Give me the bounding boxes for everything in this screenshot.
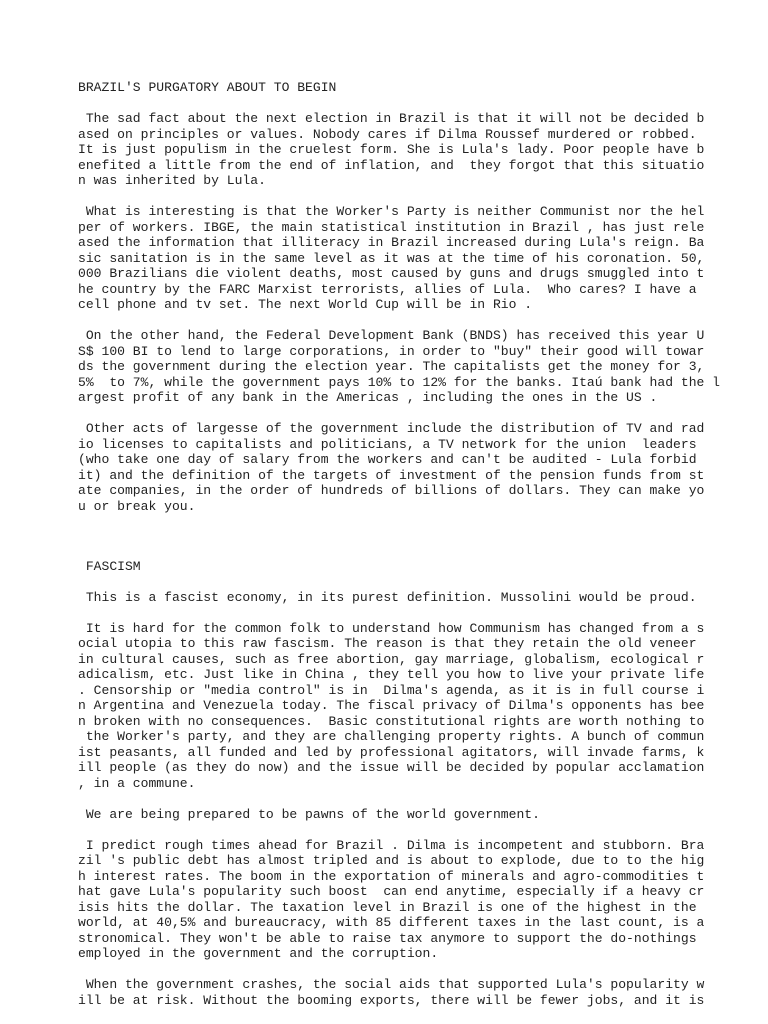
text-line: ased on principles or values. Nobody cares if Dilma Roussef murdered or robbed.	[78, 126, 697, 142]
text-line: adicalism, etc. Just like in China , they tell you how to live your private life	[78, 667, 705, 683]
text-line: S$ 100 BI to lend to large corporations, in order to "buy" their good will towar	[78, 343, 705, 359]
text-line: isis hits the dollar. The taxation level in Brazil is one of the highest in the	[78, 899, 697, 915]
paragraph	[78, 621, 718, 792]
text-line: u or break you.	[78, 498, 196, 514]
text-line: . Censorship or "media control" is in Dilma's agenda, as it is in full course i	[78, 682, 705, 698]
text-line: This is a fascist economy, in its purest definition. Mussolini would be proud.	[78, 589, 697, 605]
text-line: employed in the government and the corruption.	[78, 946, 439, 962]
section-heading	[78, 80, 718, 96]
text-line: , in a commune.	[78, 775, 196, 791]
text-line: 5% to 7%, while the government pays 10% to 12% for the banks. Itaú bank had the l	[78, 374, 721, 390]
text-line: We are being prepared to be pawns of the world government.	[78, 806, 540, 822]
text-line: ocial utopia to this raw fascism. The reason is that they retain the old veneer	[78, 636, 697, 652]
text-line: I predict rough times ahead for Brazil . Dilma is incompetent and stubborn. Bra	[78, 837, 705, 853]
text-line: Other acts of largesse of the government include the distribution of TV and rad	[78, 421, 705, 436]
text-line: the Worker's party, and they are challenging property rights. A bunch of commun	[78, 729, 705, 745]
text-line: in cultural causes, such as free abortion, gay marriage, globalism, ecological r	[78, 651, 705, 667]
text-line: n Argentina and Venezuela today. The fiscal privacy of Dilma's opponents has bee	[78, 698, 705, 714]
text-line: cell phone and tv set. The next World Cup will be in Rio .	[78, 297, 533, 312]
section-heading	[78, 559, 718, 575]
text-line: h interest rates. The boom in the exportation of minerals and agro-commodities t	[78, 868, 705, 884]
paragraph	[78, 421, 718, 514]
paragraph	[78, 204, 718, 313]
text-line: n broken with no consequences. Basic constitutional rights are worth nothing to	[78, 713, 705, 729]
text-line: It is hard for the common folk to understand how Communism has changed from a s	[78, 620, 705, 636]
text-line: When the government crashes, the social aids that supported Lula's popularity w	[78, 977, 705, 993]
text-line: enefited a little from the end of inflation, and they forgot that this situatio	[78, 157, 705, 173]
text-line: ds the government during the election year. The capitalists get the money for 3,	[78, 359, 705, 374]
text-line: ill be at risk. Without the booming exports, there will be fewer jobs, and it is	[78, 992, 705, 1008]
document-page	[78, 80, 721, 1008]
paragraph	[78, 590, 718, 606]
text-line: hat gave Lula's popularity such boost can end anytime, especially if a heavy cr	[78, 884, 705, 900]
text-line: It is just populism in the cruelest form. She is Lula's lady. Poor people have b	[78, 142, 705, 157]
text-line: he country by the FARC Marxist terrorists, allies of Lula. Who cares? I have a	[78, 281, 697, 297]
text-line: ill people (as they do now) and the issue will be decided by popular acclamation	[78, 760, 705, 776]
paragraph	[78, 111, 718, 189]
text-line: ased the information that illiteracy in Brazil increased during Lula's reign. Ba	[78, 235, 705, 250]
paragraph	[78, 328, 721, 406]
text-line: argest profit of any bank in the Americas , including the ones in the US .	[78, 390, 658, 405]
text-line: (who take one day of salary from the workers and can't be audited - Lula forbid	[78, 452, 697, 467]
text-line: world, at 40,5% and bureaucracy, with 85 different taxes in the last count, is a	[78, 915, 705, 931]
text-line: BRAZIL'S PURGATORY ABOUT TO BEGIN	[78, 80, 337, 95]
text-line: it) and the definition of the targets of investment of the pension funds from st	[78, 467, 705, 483]
text-line: FASCISM	[78, 558, 141, 574]
text-line: per of workers. IBGE, the main statistical institution in Brazil , has just rele	[78, 219, 705, 235]
text-line: io licenses to capitalists and politicians, a TV network for the union leaders	[78, 436, 697, 452]
text-line: ist peasants, all funded and led by professional agitators, will invade farms, k	[78, 744, 705, 760]
text-line: 000 Brazilians die violent deaths, most caused by guns and drugs smuggled into t	[78, 266, 705, 281]
paragraph	[78, 838, 718, 962]
text-line: On the other hand, the Federal Development Bank (BNDS) has received this year U	[78, 328, 705, 343]
text-line: ate companies, in the order of hundreds of billions of dollars. They can make yo	[78, 483, 705, 498]
text-line: The sad fact about the next election in Brazil is that it will not be decided b	[78, 111, 705, 126]
text-line: n was inherited by Lula.	[78, 173, 266, 188]
text-line: What is interesting is that the Worker's Party is neither Communist nor the hel	[78, 204, 705, 219]
paragraph	[78, 807, 718, 823]
text-line: sic sanitation is in the same level as it was at the time of his coronation. 50,	[78, 250, 705, 266]
text-line: stronomical. They won't be able to raise tax anymore to support the do-nothings	[78, 930, 697, 946]
text-line: zil 's public debt has almost tripled and is about to explode, due to to the hig	[78, 853, 705, 869]
paragraph	[78, 977, 718, 1008]
